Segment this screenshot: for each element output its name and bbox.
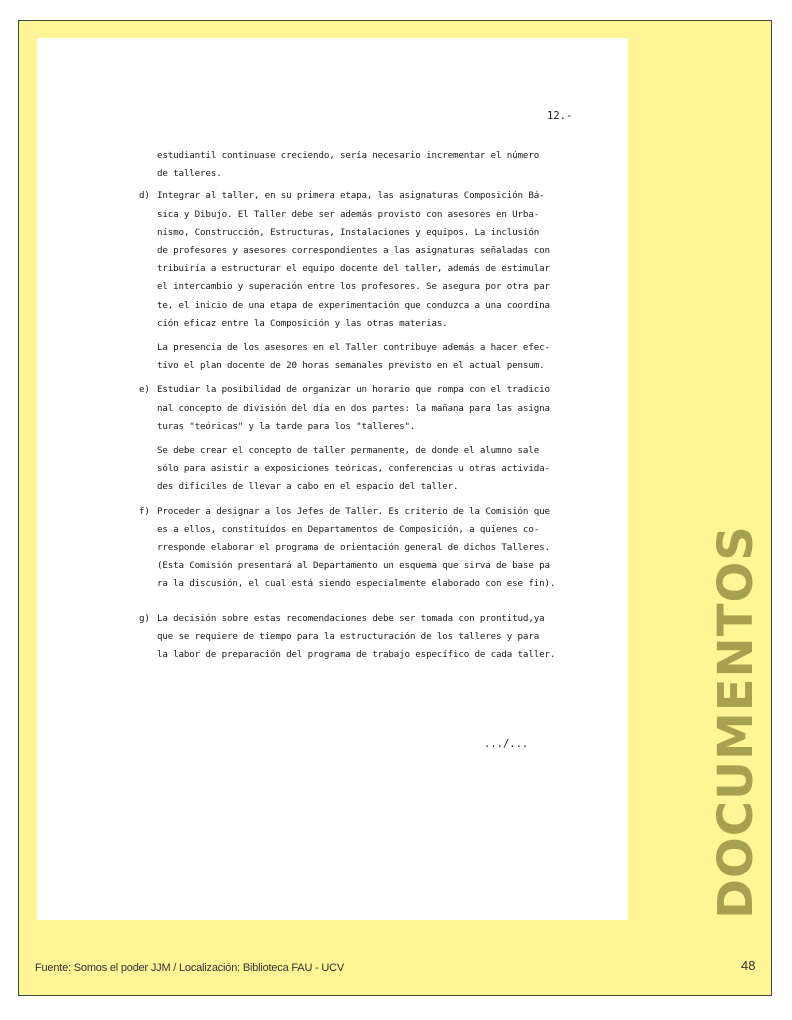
document-body: [139, 147, 625, 670]
paragraph-intro: estudiantil continuase creciendo, sería necesario incrementar el número de talleres.: [157, 150, 540, 180]
item-label-d: d): [139, 190, 150, 202]
paragraph-d-text: Integrar al taller, en su primera etapa, las asignaturas Composición Bá- sica y Dibujo. El Taller debe ser además provisto con asesores en Urba- nismo, Construcción, Estructuras, Instalaciones y equipos. La inclusión de profesores y asesores correspondientes a las asignaturas señaladas con tribuiría a estructurar el equipo docente del taller, además de estimular el intercambio y superación entre los profesores. Se asegura por otra par te, el inicio de una etapa de experimentación que conduzca a una coordina ción eficaz entre la Composición y las otras materias.: [157, 190, 550, 329]
document-page-number: 12.-: [547, 110, 573, 122]
item-label-e: e): [139, 384, 150, 396]
source-caption: Fuente: Somos el poder JJM / Localización: Biblioteca FAU - UCV: [35, 962, 344, 974]
continuation-mark: .../...: [484, 738, 529, 750]
paragraph-f-text: Proceder a designar a los Jefes de Taller. Es criterio de la Comisión que es a ellos, constituídos en Departamentos de Composición, a quienes co- rresponde elaborar el programa de orientación general de dichos Talleres. (Esta Comisión presentará al Departamento un esquema que sirva de base pa ra la discusión, el cual está siendo especialmente elaborado con ese fin).: [157, 505, 556, 590]
folio-number: 48: [741, 958, 756, 973]
paragraph-g: [139, 610, 625, 665]
paragraph-e-text: Estudiar la posibilidad de organizar un horario que rompa con el tradicio nal concepto de división del día en dos partes: la mañana para las asigna turas "teóricas" y la tarde para los "talleres".: [157, 384, 550, 432]
item-label-g: g): [139, 612, 150, 624]
paragraph-d: [139, 187, 625, 333]
paragraph-g-text: La decisión sobre estas recomendaciones debe ser tomada con prontitud,ya que se requiere de tiempo para la estructuración de los talleres y para la labor de preparación del programa de trabajo específico de cada taller.: [157, 612, 556, 661]
paragraph-f: [139, 503, 625, 594]
section-title-vertical: DOCUMENTOS: [708, 525, 764, 919]
item-label-f: f): [139, 505, 150, 517]
paragraph-e: [139, 381, 625, 436]
paragraph-d-note: La presencia de los asesores en el Taller contribuye además a hacer efec- tivo el plan docente de 20 horas semanales previsto en el actual pensum.: [157, 342, 550, 372]
paragraph-e-note: Se debe crear el concepto de taller permanente, de donde el alumno sale sólo para asistir a exposiciones teóricas, conferencias u otras activida- des difíciles de llevar a cabo en el espacio del taller.: [157, 445, 550, 493]
